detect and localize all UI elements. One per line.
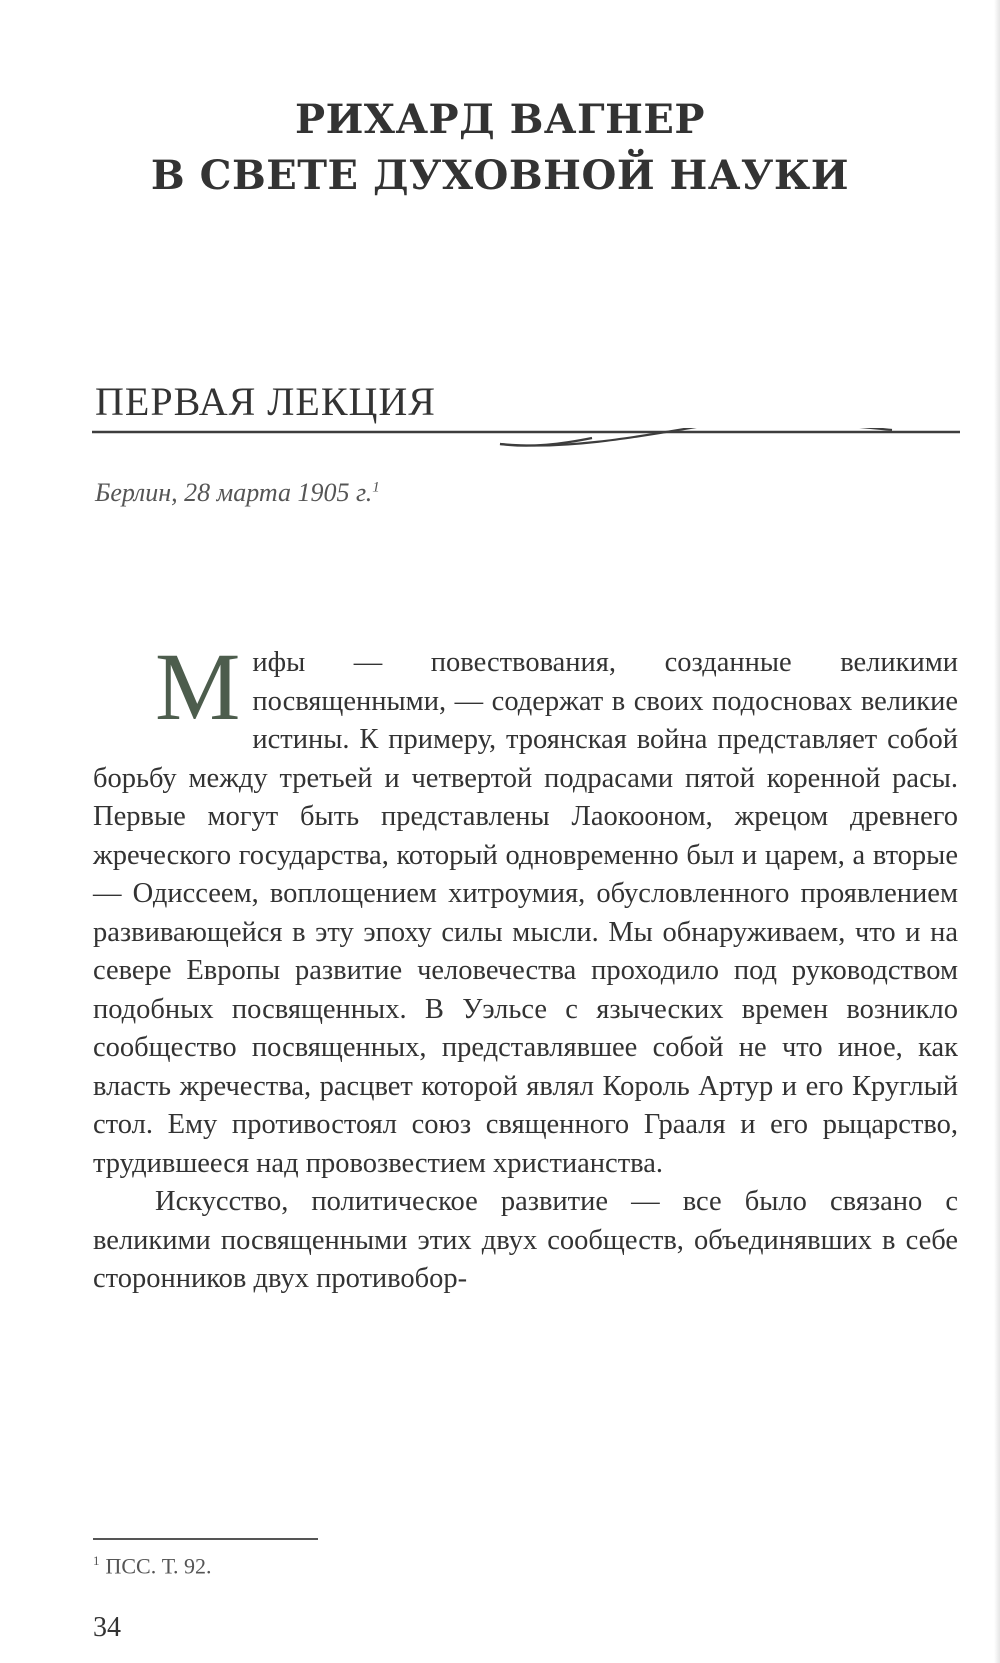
ornamental-rule (92, 428, 960, 468)
book-title (0, 92, 1000, 204)
lecture-dateline (95, 478, 380, 508)
footnote-rule (93, 1538, 318, 1540)
page-edge (994, 0, 1000, 1663)
footnote-text: ПСС. Т. 92. (105, 1553, 212, 1579)
footnote-marker: 1 (93, 1553, 100, 1568)
drop-cap: М (155, 633, 241, 740)
book-title-line-2: В СВЕТЕ ДУХОВНОЙ НАУКИ (150, 152, 850, 199)
paragraph-1 (93, 633, 958, 1183)
body-text (93, 633, 958, 1299)
paragraph-1-text: ифы — повествования, созданные великими посвященными, — содержат в своих подосновах великие истины. К примеру, троянская война представляет собой борьбу между третьей и четвертой подрасами пятой коренной расы. Первые могут быть представлены Лаокооном, жрецом древнего жреческого государства, который одновременно был и царем, а вторые — Одиссеем, воплощением хитроумия, обусловленного проявлением развивающейся в эту эпоху силы мысли. Мы обнаруживаем, что и на севере Европы развитие человечества проходило под руководством подобных посвященных. В Уэльсе с языческих времен возникло сообщество посвященных, представлявшее собой не что иное, как власть жречества, расцвет которой являл Король Артур и его Круглый стол. Ему противостоял союз священного Грааля и его рыцарство, трудившееся над провозвестием христианства. (93, 647, 958, 1179)
book-title-line-1: РИХАРД ВАГНЕР (295, 96, 705, 143)
paragraph-2: Искусство, политическое развитие — все было связано с великими посвященными этих двух сообществ, объединявших в себе сторонников двух противобор- (93, 1186, 958, 1294)
footnote-ref: 1 (372, 479, 380, 496)
page-number: 34 (93, 1612, 121, 1643)
dateline-text: Берлин, 28 марта 1905 г. (95, 478, 373, 507)
footnote (93, 1553, 211, 1579)
lecture-heading: ПЕРВАЯ ЛЕКЦИЯ (95, 379, 436, 424)
